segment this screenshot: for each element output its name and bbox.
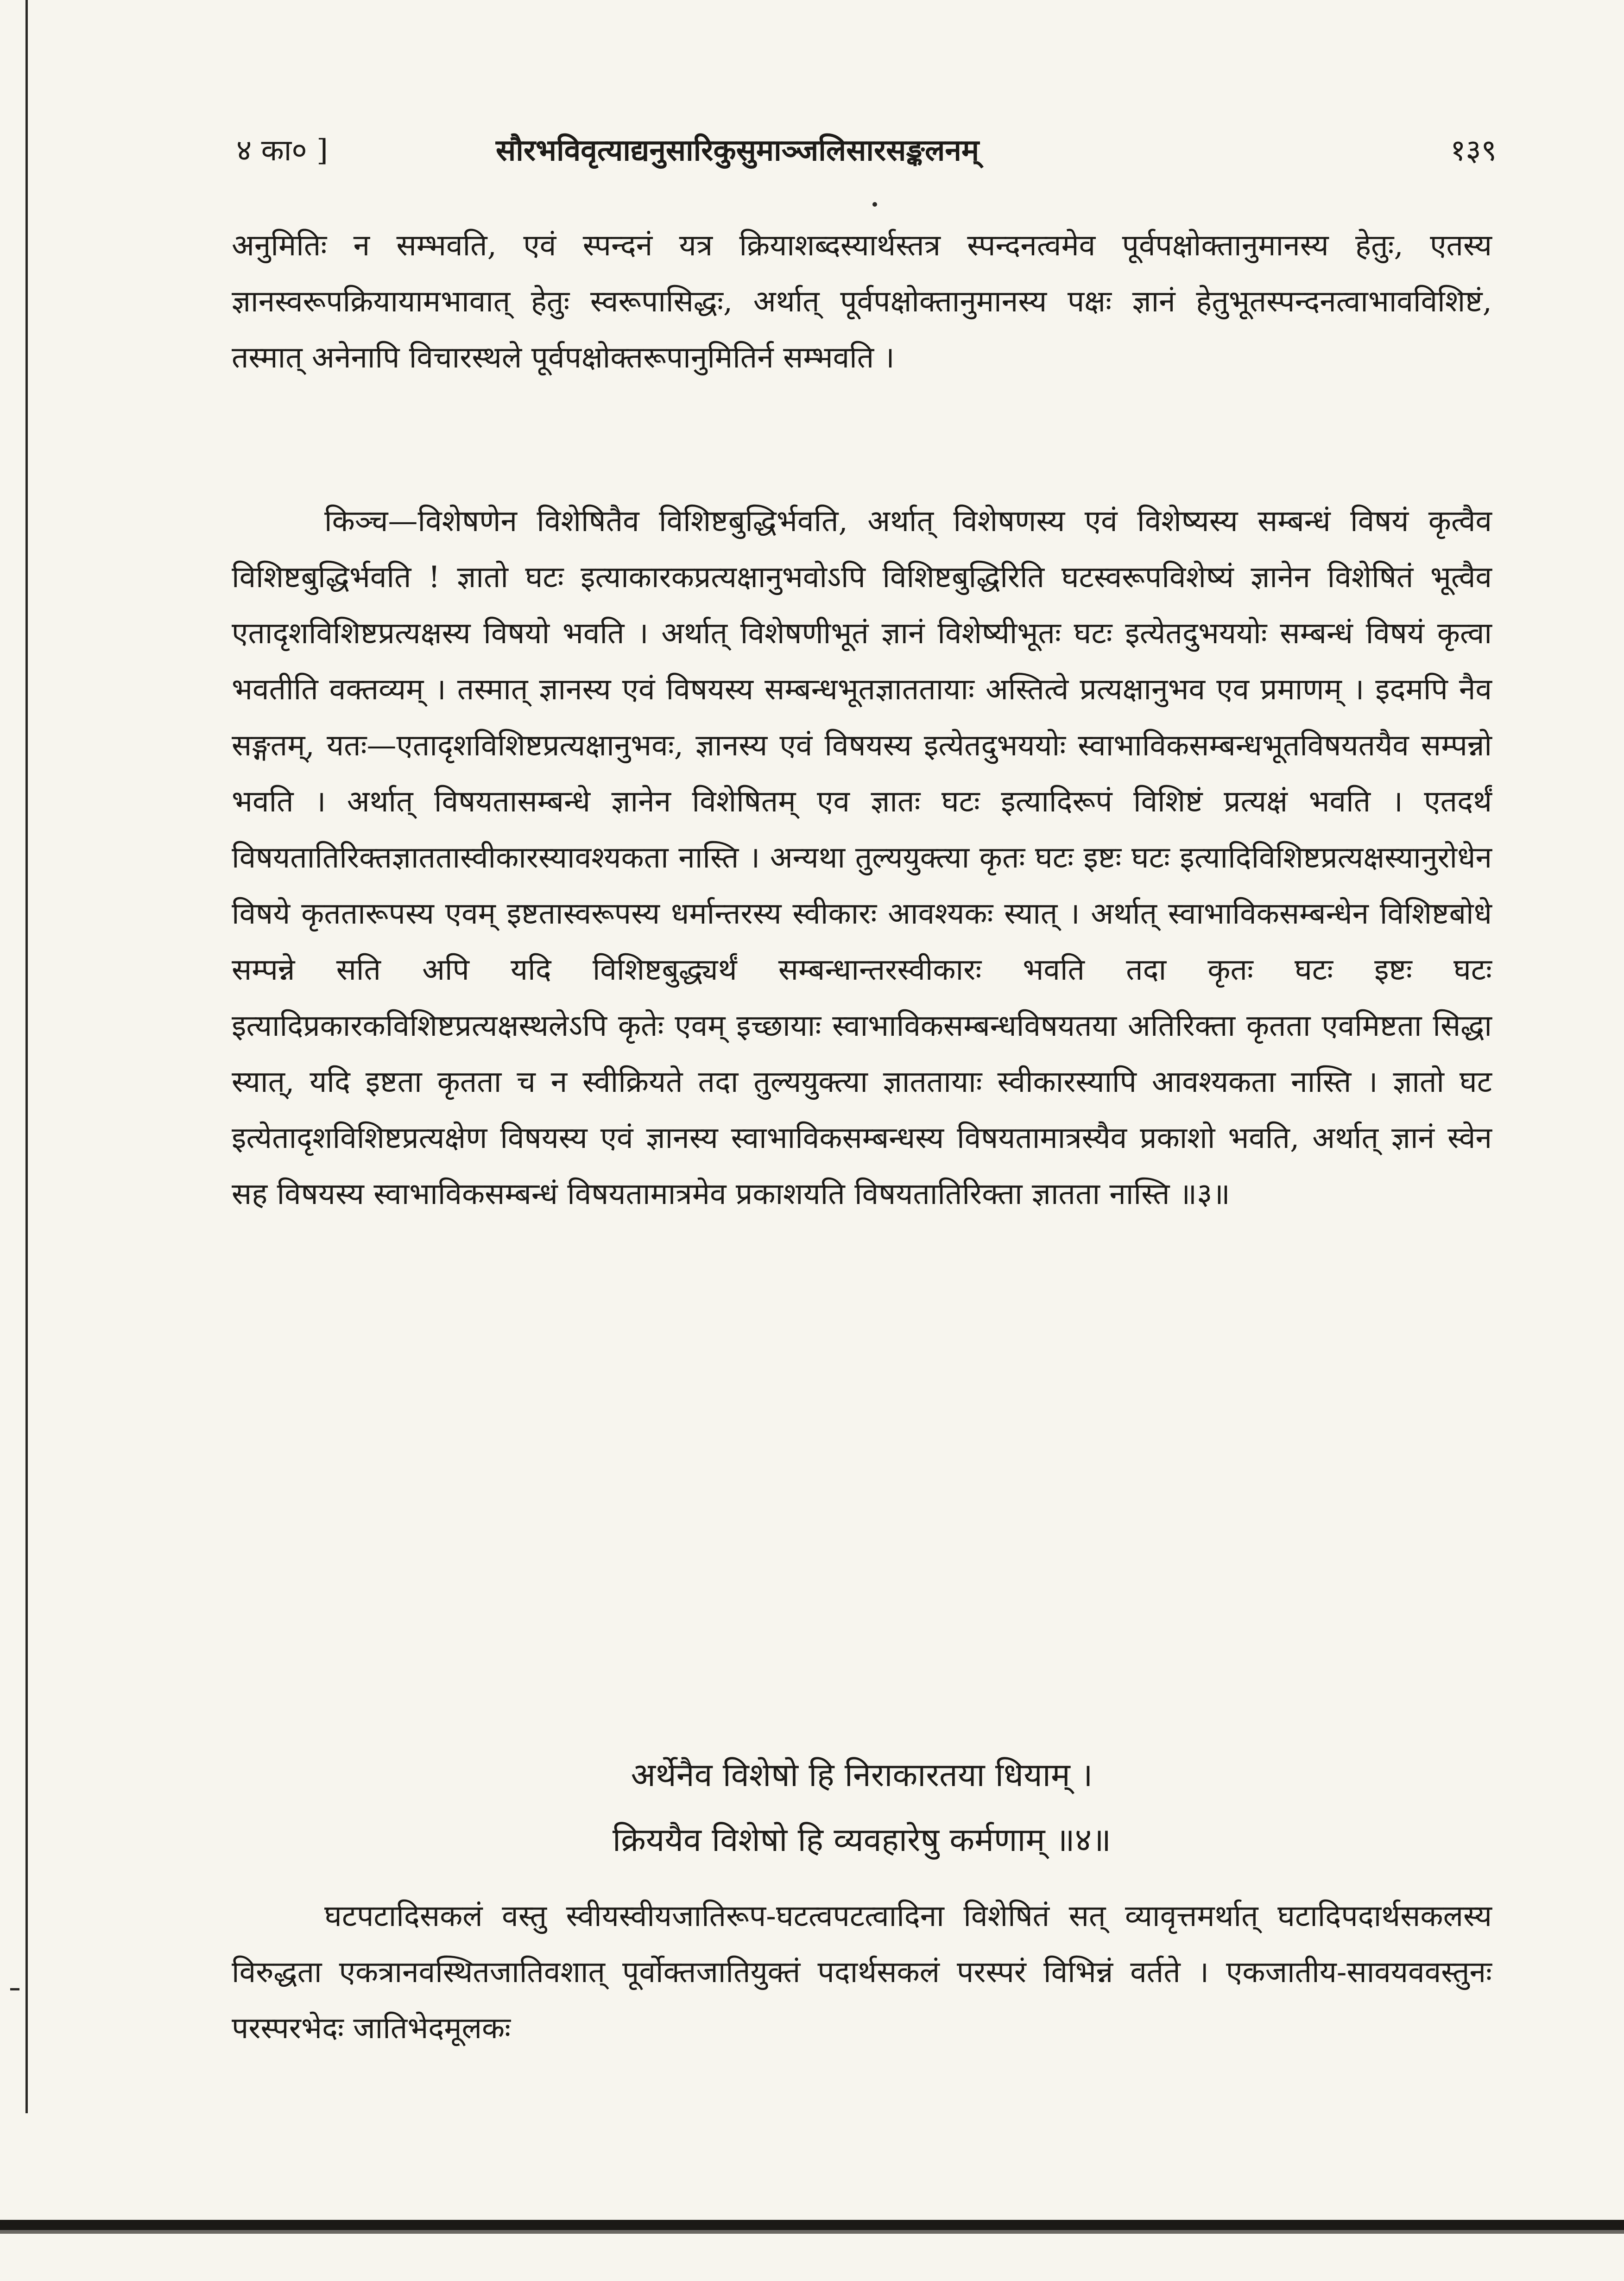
paragraph-2: किञ्च—विशेषणेन विशेषितैव विशिष्टबुद्धिर्भवति, अर्थात् विशेषणस्य एवं विशेष्यस्य सम्बन्धं विषयं कृत्वैव विशिष्टबुद्धिर्भवति ! ज्ञातो घटः इत्याकारकप्रत्यक्षानुभवोऽपि विशिष्टबुद्धिरिति घटस्वरूपविशेष्यं ज्ञानेन विशेषितं भूत्वैव एतादृशविशिष्टप्रत्यक्षस्य विषयो भवति । अर्थात् विशेषणीभूतं ज्ञानं विशेष्यीभूतः घटः इत्येतदुभययोः सम्बन्धं विषयं कृत्वा भवतीति वक्तव्यम् । तस्मात् ज्ञानस्य एवं विषयस्य सम्बन्धभूतज्ञाततायाः अस्तित्वे प्रत्यक्षानुभव एव प्रमाणम् । इदमपि नैव सङ्गतम्, यतः—एतादृशविशिष्टप्रत्यक्षानुभवः, ज्ञानस्य एवं विषयस्य इत्येतदुभययोः स्वाभाविकसम्बन्धभूतविषयतयैव सम्पन्नो भवति । अर्थात् विषयतासम्बन्धे ज्ञानेन विशेषितम् एव ज्ञातः घटः इत्यादिरूपं विशिष्टं प्रत्यक्षं भवति । एतदर्थं विषयतातिरिक्तज्ञाततास्वीकारस्यावश्यकता नास्ति । अन्यथा तुल्ययुक्त्या कृतः घटः इष्टः घटः इत्यादिविशिष्टप्रत्यक्षस्यानुरोधेन विषये कृततारूपस्य एवम् इष्टतास्वरूपस्य धर्मान्तरस्य स्वीकारः आवश्यकः स्यात् । अर्थात् स्वाभाविकसम्बन्धेन विशिष्टबोधे सम्पन्ने सति अपि यदि विशिष्टबुद्ध्यर्थं सम्बन्धान्तरस्वीकारः भवति तदा कृतः घटः इष्टः घटः इत्यादिप्रकारकविशिष्टप्रत्यक्षस्थलेऽपि कृतेः एवम् इच्छायाः स्वाभाविकसम्बन्धविषयतया अतिरिक्ता कृतता एवमिष्टता सिद्धा स्यात्, यदि इष्टता कृतता च न स्वीक्रियते तदा तुल्ययुक्त्या ज्ञाततायाः स्वीकारस्यापि आवश्यकता नास्ति । ज्ञातो घट इत्येतादृशविशिष्टप्रत्यक्षेण विषयस्य एवं ज्ञानस्य स्वाभाविकसम्बन्धस्य विषयतामात्रस्यैव प्रकाशो भवति, अर्थात् ज्ञानं स्वेन सह विषयस्य स्वाभाविकसम्बन्धं विषयतामात्रमेव प्रकाशयति विषयतातिरिक्ता ज्ञातता नास्ति ॥३॥ [232,504,1492,1211]
header-section-ref: ४ का० ] [236,133,328,168]
running-header [236,125,1497,176]
header-title: सौरभविवृत्याद्यनुसारिकुसुमाञ्जलिसारसङ्कलनम् [496,133,979,168]
paragraph-1: अनुमितिः न सम्भवति, एवं स्पन्दनं यत्र क्रियाशब्दस्यार्थस्तत्र स्पन्दनत्वमेव पूर्वपक्षोक्तानुमानस्य हेतुः, एतस्य ज्ञानस्वरूपक्रियायामभावात् हेतुः स्वरूपासिद्धः, अर्थात् पूर्वपक्षोक्तानुमानस्य पक्षः ज्ञानं हेतुभूतस्पन्दनत्वाभावविशिष्टं, तस्मात् अनेनापि विचारस्थले पूर्वपक्षोक्तरूपानुमितिर्न सम्भवति । [232,228,1492,375]
scan-margin-mark [10,1988,19,1990]
scan-bottom-edge [0,2220,1624,2230]
paragraph-3: घटपटादिसकलं वस्तु स्वीयस्वीयजातिरूप-घटत्वपटत्वादिना विशेषितं सत् व्यावृत्तमर्थात् घटादिपदार्थसकलस्य विरुद्धता एकत्रानवस्थितजातिवशात् पूर्वोक्तजातियुक्तं पदार्थसकलं परस्परं विभिन्नं वर्तते । एकजातीय-सावयववस्तुनः परस्परभेदः जातिभेदमूलकः [232,1899,1492,2046]
karika-verse [232,1742,1492,1872]
scan-bottom-shadow [0,2230,1624,2234]
ink-speck [872,202,877,207]
page-number: १३९ [1450,133,1497,168]
verse-line-2: क्रिययैव विशेषो हि व्यवहारेषु कर्मणाम् ॥४॥ [612,1821,1112,1859]
scan-left-border [25,0,28,2113]
verse-line-1: अर्थेनैव विशेषो हि निराकारतया धियाम् । [631,1756,1093,1794]
